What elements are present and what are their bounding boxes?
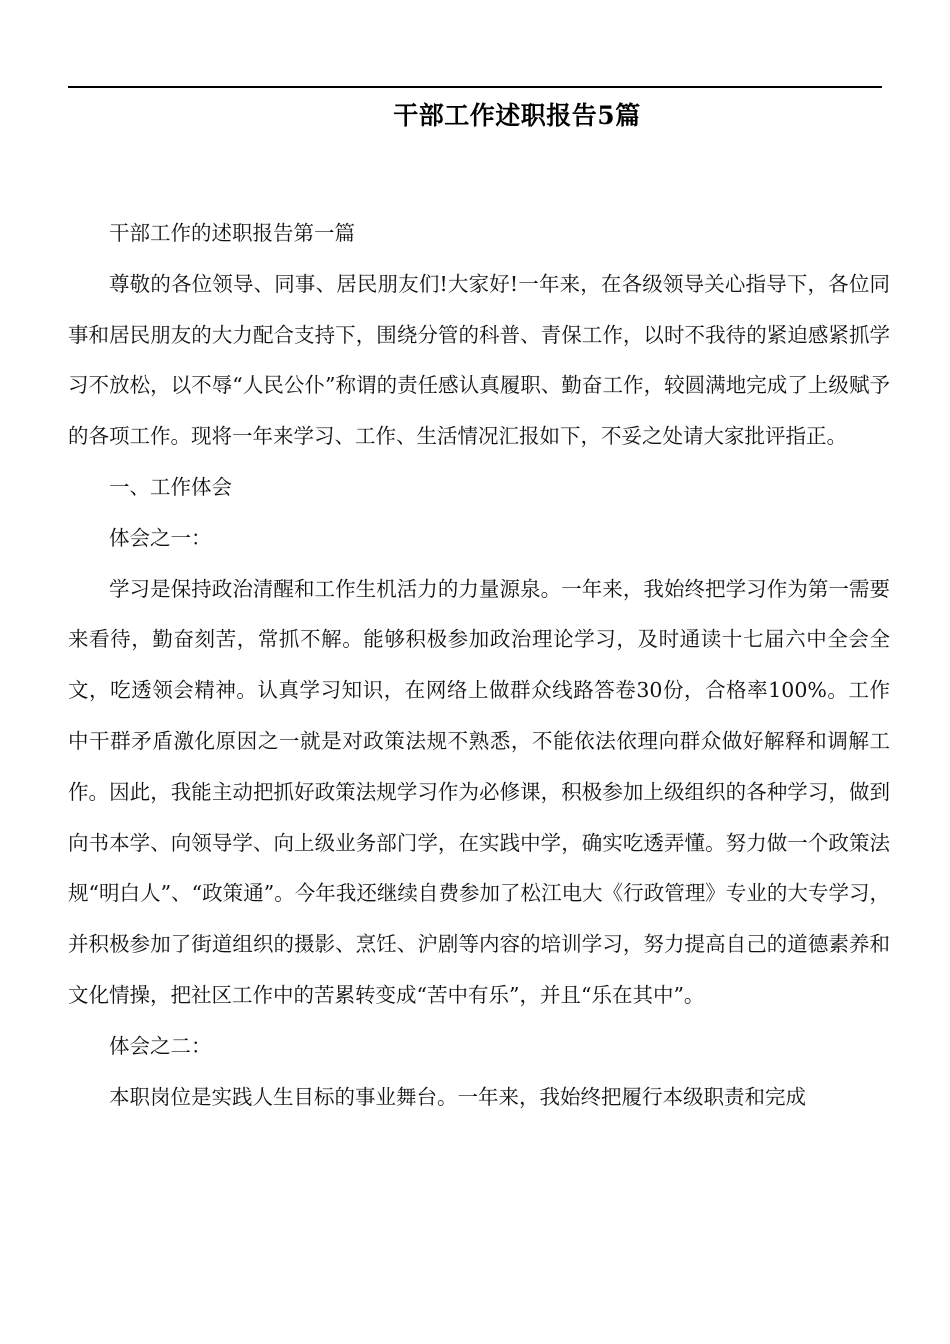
document-title: 干部工作述职报告5篇 [393, 101, 641, 130]
subsection-heading: 体会之一： [109, 525, 212, 550]
body-paragraph: 学习是保持政治清醒和工作生机活力的力量源泉。一年来，我始终把学习作为第一需要来看待，勤奋刻苦，常抓不解。能够积极参加政治理论学习，及时通读十七届六中全会全文，吃透领会精神。认真学习知识，在网络上做群众线路答卷30份，合格率100%。工作中干群矛盾激化原因之一就是对政策法规不熟悉，不能依法依理向群众做好解释和调解工作。因此，我能主动把抓好政策法规学习作为必修课，积极参加上级组织的各种学习，做到向书本学、向领导学、向上级业务部门学，在实践中学，确实吃透弄懂。努力做一个政策法规“明白人”、“政策通”。今年我还继续自费参加了松江电大《行政管理》专业的大专学习，并积极参加了街道组织的摄影、烹饪、沪剧等内容的培训学习，努力提高自己的道德素养和文化情操，把社区工作中的苦累转变成“苦中有乐”，并且“乐在其中”。 [68, 576, 890, 1007]
body-paragraph: 尊敬的各位领导、同事、居民朋友们!大家好!一年来，在各级领导关心指导下，各位同事和居民朋友的大力配合支持下，围绕分管的科普、青保工作，以时不我待的紧迫感紧抓学习不放松，以不辱“人民公仆”称谓的责任感认真履职、勤奋工作，较圆满地完成了上级赋予的各项工作。现将一年来学习、工作、生活情况汇报如下，不妥之处请大家批评指正。 [68, 271, 890, 449]
section-heading: 一、工作体会 [109, 474, 232, 499]
document-body [68, 208, 890, 1122]
header-rule [68, 86, 882, 88]
subsection-heading: 体会之二： [109, 1033, 212, 1058]
section-heading: 干部工作的述职报告第一篇 [109, 221, 355, 245]
body-paragraph: 本职岗位是实践人生目标的事业舞台。一年来，我始终把履行本级职责和完成 [109, 1084, 806, 1109]
